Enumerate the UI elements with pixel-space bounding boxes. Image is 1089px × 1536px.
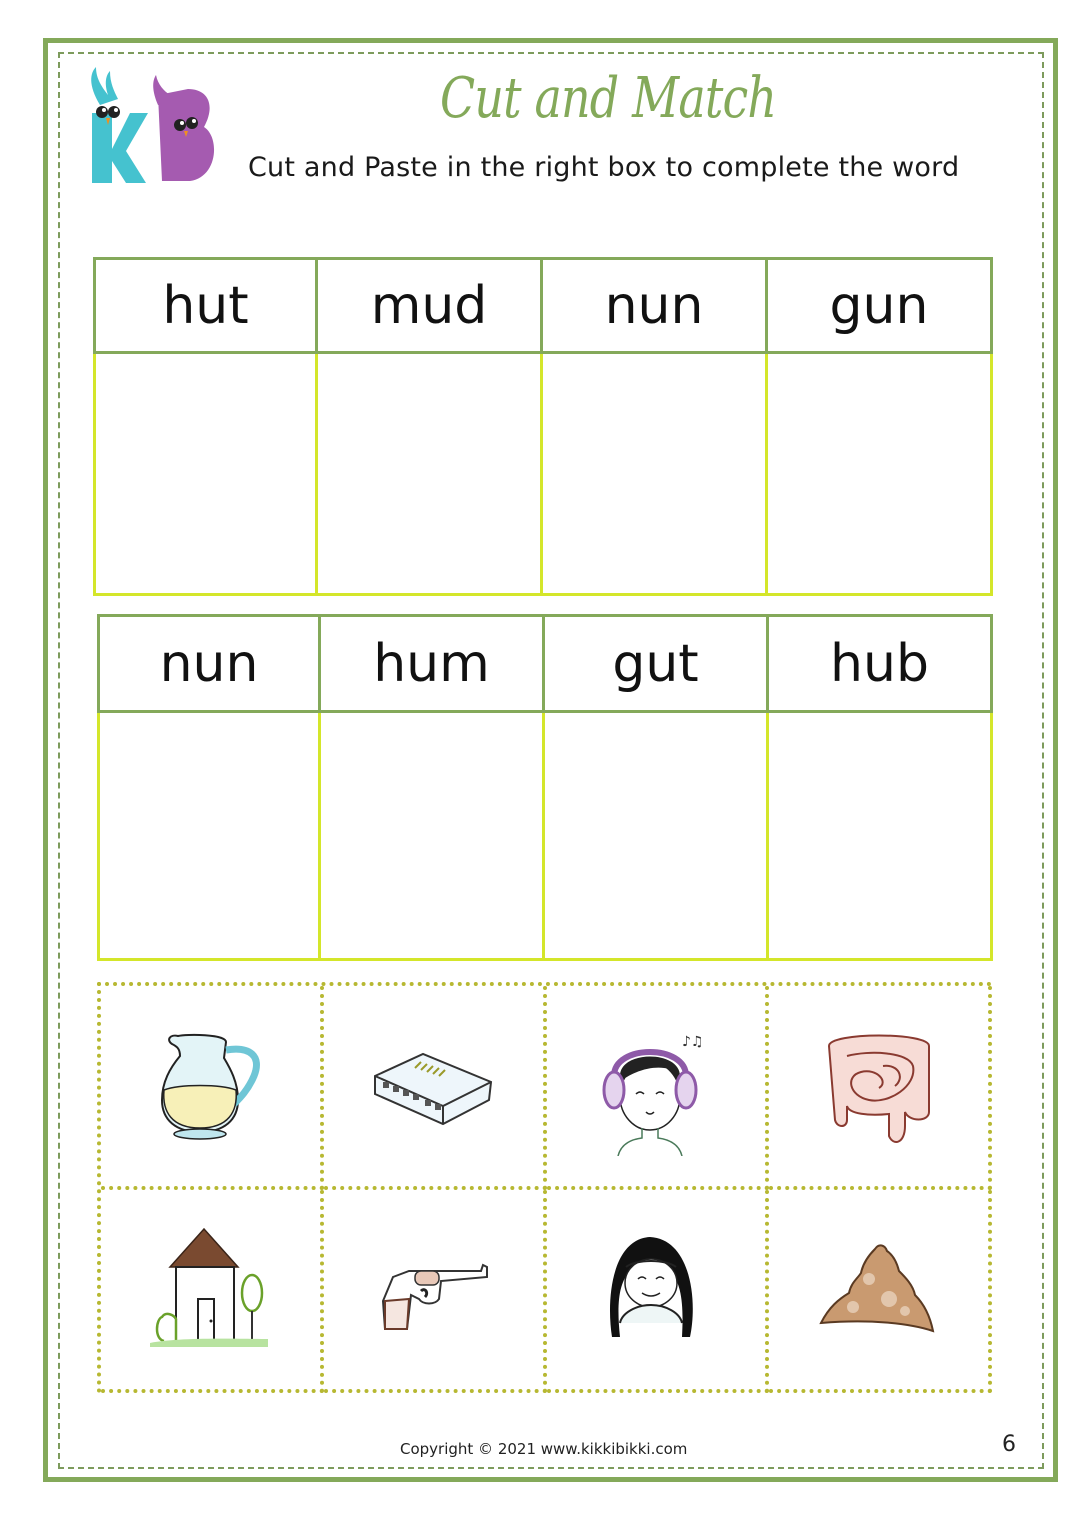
network-hub-icon — [363, 1016, 503, 1156]
answer-box[interactable] — [542, 713, 769, 961]
answer-box[interactable] — [93, 354, 318, 596]
svg-text:♪♫: ♪♫ — [681, 1033, 704, 1050]
answer-box[interactable] — [97, 713, 321, 961]
mud-pile-icon — [809, 1219, 949, 1359]
word-cell: mud — [315, 257, 543, 354]
cut-card-hub[interactable] — [324, 986, 547, 1190]
jug-icon — [140, 1016, 280, 1156]
hut-icon — [140, 1219, 280, 1359]
answer-row-1 — [93, 354, 993, 596]
cut-card-nun[interactable] — [547, 1190, 770, 1394]
cut-card-mud[interactable] — [769, 1190, 992, 1394]
answer-box[interactable] — [318, 713, 545, 961]
page-number: 6 — [1002, 1432, 1016, 1457]
word-cell: nun — [97, 614, 321, 713]
gun-icon — [363, 1219, 503, 1359]
answer-box[interactable] — [540, 354, 768, 596]
instructions: Cut and Paste in the right box to complete the word — [248, 152, 960, 183]
word-cell: nun — [540, 257, 768, 354]
answer-box[interactable] — [765, 354, 993, 596]
cut-out-grid — [97, 982, 992, 1393]
girl-humming-headphones-icon — [586, 1016, 726, 1156]
word-table-2 — [97, 614, 993, 713]
answer-box[interactable] — [315, 354, 543, 596]
cut-card-hut[interactable] — [101, 1190, 324, 1394]
word-cell: gun — [765, 257, 993, 354]
answer-box[interactable] — [766, 713, 993, 961]
nun-icon — [586, 1219, 726, 1359]
cut-card-gut[interactable] — [769, 986, 992, 1190]
answer-row-2 — [97, 713, 993, 961]
word-cell: hut — [93, 257, 318, 354]
word-cell: gut — [542, 614, 769, 713]
cut-card-gun[interactable] — [324, 1190, 547, 1394]
word-table-1 — [93, 257, 993, 354]
word-cell: hub — [766, 614, 993, 713]
cut-card-jug[interactable] — [101, 986, 324, 1190]
gut-intestines-icon — [809, 1016, 949, 1156]
page-title: Cut and Match — [440, 66, 777, 131]
copyright-text: Copyright © 2021 www.kikkibikki.com — [400, 1440, 688, 1458]
kikkibikki-logo — [78, 65, 228, 190]
cut-card-hum[interactable] — [547, 986, 770, 1190]
word-cell: hum — [318, 614, 545, 713]
